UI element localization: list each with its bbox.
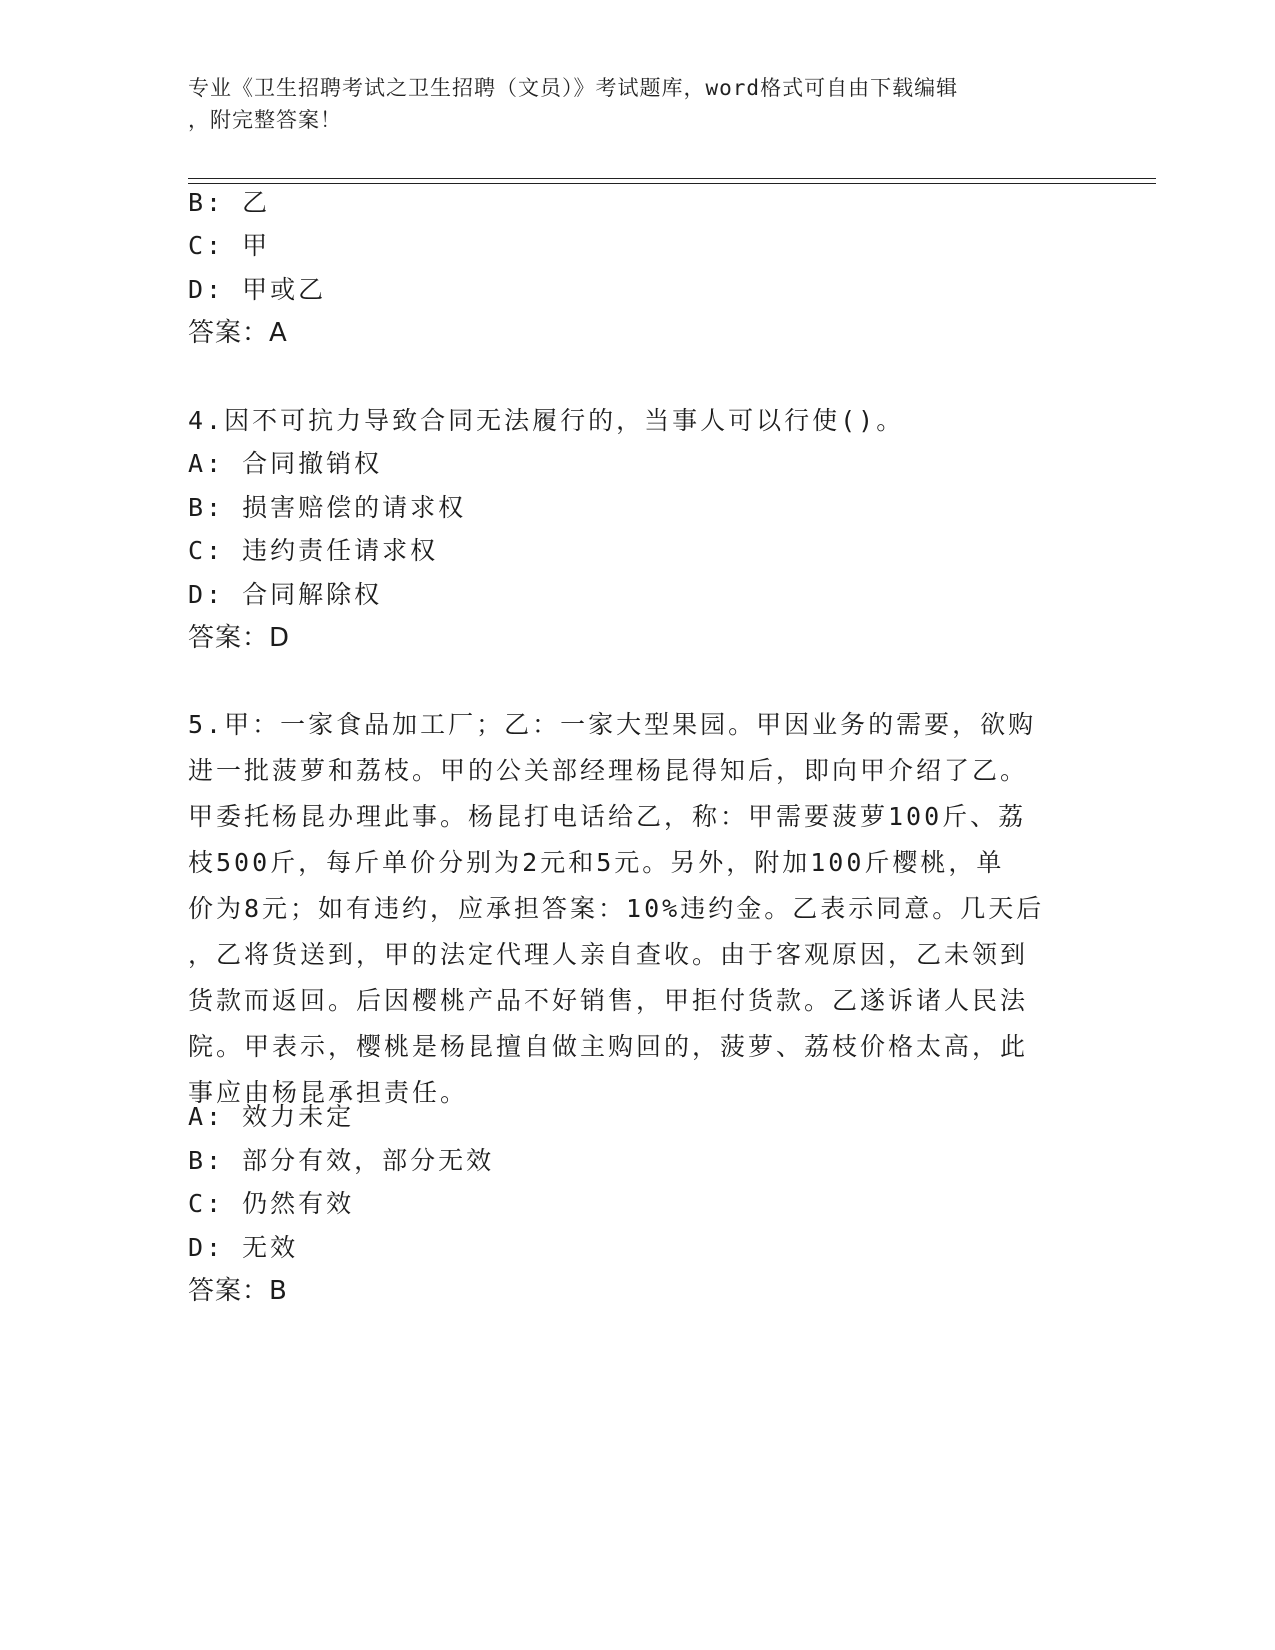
q3-answer: 答案：A (188, 318, 288, 348)
q5-answer: 答案：B (188, 1276, 288, 1306)
q5-stem-line: 枝500斤，每斤单价分别为2元和5元。另外，附加100斤樱桃，单 (188, 848, 1005, 877)
q5-stem-line: 价为8元；如有违约，应承担答案：10%违约金。乙表示同意。几天后 (188, 894, 1045, 923)
q5-stem-line: 事应由杨昆承担责任。 (188, 1078, 469, 1107)
header-divider-bottom (188, 183, 1156, 184)
q4-option-d: D: 合同解除权 (188, 580, 383, 609)
header-divider-top (188, 178, 1156, 179)
q5-stem-line: 货款而返回。后因樱桃产品不好销售，甲拒付货款。乙遂诉诸人民法 (188, 986, 1029, 1015)
q5-stem-line: 进一批菠萝和荔枝。甲的公关部经理杨昆得知后，即向甲介绍了乙。 (188, 756, 1029, 785)
q5-stem-line: ，乙将货送到，甲的法定代理人亲自查收。由于客观原因，乙未领到 (188, 940, 1029, 969)
q4-option-c: C: 违约责任请求权 (188, 536, 439, 565)
q5-option-c: C: 仍然有效 (188, 1189, 355, 1218)
q5-stem-line: 5.甲：一家食品加工厂；乙：一家大型果园。甲因业务的需要，欲购 (188, 710, 1037, 739)
q4-stem: 4.因不可抗力导致合同无法履行的，当事人可以行使()。 (188, 406, 905, 435)
q3-option-b: B: 乙 (188, 188, 271, 217)
q5-option-b: B: 部分有效，部分无效 (188, 1146, 495, 1175)
q4-answer: 答案：D (188, 623, 291, 653)
header-line-1: 专业《卫生招聘考试之卫生招聘（文员）》考试题库，word格式可自由下载编辑 (188, 76, 959, 100)
q3-option-d: D: 甲或乙 (188, 275, 327, 304)
q4-option-a: A: 合同撤销权 (188, 449, 383, 478)
q5-stem-line: 甲委托杨昆办理此事。杨昆打电话给乙，称：甲需要菠萝100斤、荔 (188, 802, 1027, 831)
document-header (188, 72, 1088, 136)
q3-option-c: C: 甲 (188, 231, 271, 260)
q5-option-d: D: 无效 (188, 1233, 299, 1262)
q4-option-b: B: 损害赔偿的请求权 (188, 493, 467, 522)
q5-stem (188, 702, 1088, 1116)
q5-option-a: A: 效力未定 (188, 1102, 355, 1131)
header-line-2: ，附完整答案！ (188, 108, 342, 132)
q5-stem-line: 院。甲表示，樱桃是杨昆擅自做主购回的，菠萝、荔枝价格太高，此 (188, 1032, 1029, 1061)
